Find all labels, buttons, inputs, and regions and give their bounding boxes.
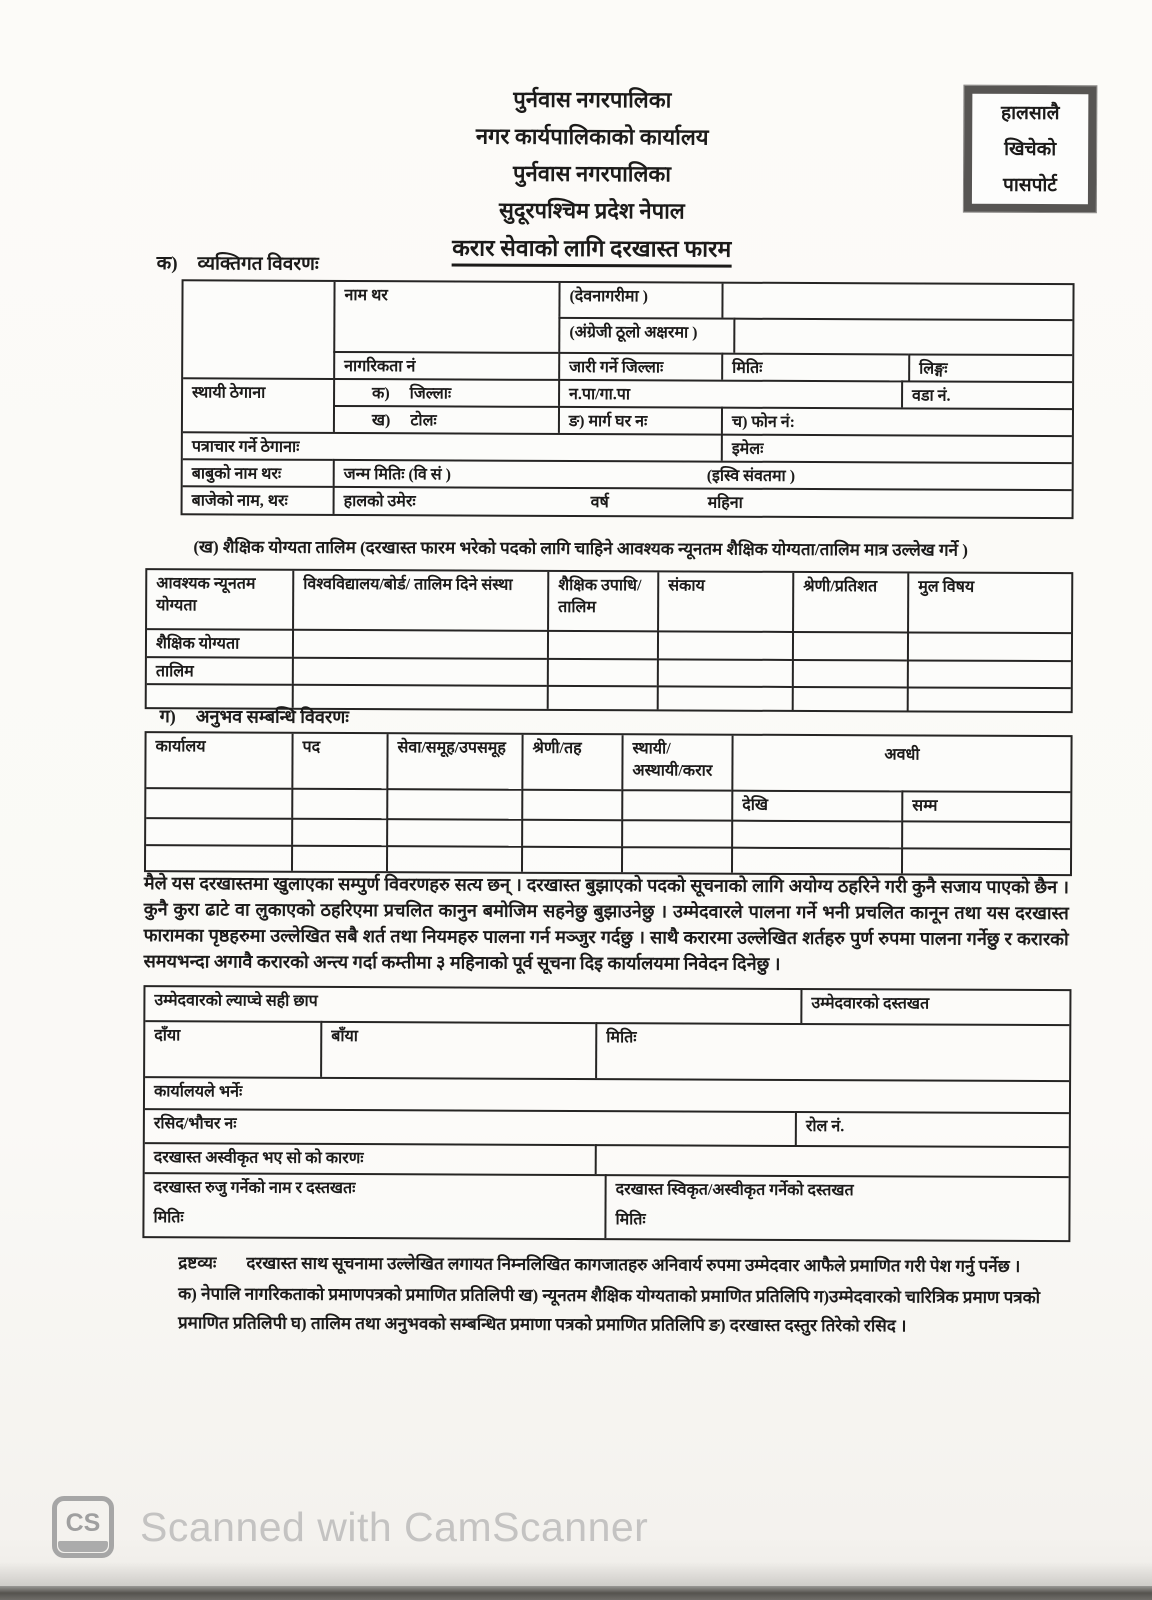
empty-cell [291, 788, 386, 818]
ward-label-cell: वडा नं. [901, 380, 1072, 408]
experience-table [144, 731, 1073, 876]
street-house-label-cell: ङ) मार्ग घर नः [558, 406, 721, 434]
note-line2: क) नेपालि नागरिकताको प्रमाणपत्रको प्रमाणित प्रतिलिपी ख) न्यूनतम शैक्षिक योग्यताको प्रमाणित प्रतिलिपि ग)उम्मेदवारको चारित्रिक प्रमाण पत्रको प्रमाणित प्रतिलिपी घ) तालिम तथा अनुभवको सम्बन्धित प्रमाणा पत्रको प्रमाणित प्रतिलिपि ङ) दरखास्त दस्तुर तिरेको रसिद । [177, 1284, 1041, 1336]
municipality-label-cell: न.पा/गा.पा [558, 379, 901, 407]
correspondence-label-cell: पत्राचार गर्ने ठेगानाः [183, 431, 721, 460]
empty-cell [521, 819, 621, 846]
passport-photo-box [964, 86, 1097, 213]
photo-box-line: पासपोर्ट [1003, 174, 1057, 197]
name-english-field [733, 318, 1072, 354]
approver-date-label: मितिः [615, 1211, 646, 1229]
ad-date-label: (इस्वि संवतमा ) [706, 467, 796, 485]
table-row [183, 350, 1072, 381]
table-row [183, 404, 1072, 435]
dob-cell: जन्म मितिः (वि सं ) (इस्वि संवतमा ) [333, 459, 1072, 489]
col-min-qualification: आवश्यक न्यूनतम योग्यता [156, 575, 256, 615]
empty-cell [547, 630, 657, 658]
empty-cell [521, 789, 621, 819]
empty-cell [183, 315, 333, 351]
empty-cell [333, 316, 558, 352]
row-training-label: तालिम [147, 656, 292, 684]
name-label-cell: नाम थर [333, 282, 558, 317]
empty-cell [621, 819, 731, 846]
grandfather-name-label-cell: बाजेको नाम, थरः [183, 485, 333, 514]
table-row [145, 1020, 1069, 1080]
table-row [147, 628, 1071, 660]
section-personal-heading: क) व्यक्तिगत विवरणः [156, 253, 319, 275]
gender-label-cell: लिङ्गः [908, 353, 1072, 381]
thumbprint-label-cell: उम्मेदवारको ल्याप्चे सही छाप [154, 992, 318, 1010]
date-label-cell: मितिः [721, 353, 908, 381]
col-faculty: संकाय [657, 572, 792, 631]
office-use-label-cell: कार्यालयले भर्नेः [145, 1076, 1069, 1112]
province-line: सुदूरपश्चिम प्रदेश नेपाल [498, 197, 685, 224]
table-row [183, 377, 1072, 408]
checker-cell [144, 1172, 604, 1238]
personal-details-table [181, 279, 1075, 519]
father-name-label-cell: बाबुको नाम थरः [183, 458, 333, 486]
education-table [145, 568, 1074, 713]
english-caps-label-cell: (अंग्रेजी ठूलो अक्षरमा ) [558, 317, 733, 353]
col-main-subject: मुल विषय [907, 573, 1071, 632]
col-university-board: विश्वविद्यालय/बोर्ड/ तालिम दिने संस्था [292, 571, 547, 630]
photo-box-line: हालसालै [1000, 102, 1060, 125]
empty-cell [292, 657, 547, 685]
empty-cell [183, 404, 333, 432]
signature-date-label-cell: मितिः [595, 1022, 1069, 1080]
section-experience-heading: ग) अनुभव सम्बन्धि विवरणः [159, 706, 349, 728]
photo-box-line: खिचेको [1004, 138, 1057, 161]
empty-cell [731, 847, 901, 874]
left-thumb-label-cell: बाँया [320, 1021, 595, 1078]
col-duration: अवधी [731, 736, 1070, 791]
note-label: द्रष्टव्यः [178, 1253, 217, 1273]
devnagari-label-cell: (देवनागरीमा ) [558, 283, 721, 318]
empty-cell [901, 820, 1070, 848]
table-row [183, 458, 1072, 489]
right-thumb-label-cell: दाँया [145, 1020, 320, 1077]
col-degree-training: शैक्षिक उपाधि/तालिम [547, 572, 657, 630]
table-row [145, 987, 1069, 1024]
table-row [183, 431, 1072, 462]
table-row [145, 1076, 1069, 1112]
empty-cell [146, 787, 291, 818]
empty-cell [792, 659, 907, 687]
empty-cell [146, 817, 291, 845]
approver-label: दरखास्त स्विकृत/अस्वीकृत गर्नेको दस्तखत [615, 1181, 854, 1200]
empty-cell [386, 845, 521, 872]
roll-no-label-cell: रोल नं. [795, 1111, 1069, 1146]
table-row [146, 817, 1070, 848]
empty-cell [907, 686, 1071, 711]
checker-date-label: मितिः [153, 1209, 184, 1227]
scan-bottom-edge [0, 1586, 1152, 1600]
office-line: नगर कार्यपालिकाको कार्यालय [475, 123, 709, 150]
table-row [146, 787, 1070, 821]
table-header-row [147, 570, 1071, 632]
camscanner-watermark [52, 1496, 648, 1558]
table-row [145, 1108, 1069, 1146]
empty-cell [547, 685, 657, 709]
empty-cell [386, 788, 521, 819]
age-cell: हालको उमेरः वर्ष महिना [333, 486, 1072, 517]
empty-cell [521, 846, 621, 872]
form-title: करार सेवाको लागि दरखास्त फारम [452, 233, 731, 267]
camscanner-icon: CS [52, 1496, 114, 1558]
empty-cell [595, 1144, 1069, 1176]
duration-to-label: सम्म [901, 790, 1070, 821]
empty-cell [731, 820, 901, 848]
empty-cell [386, 818, 521, 846]
checker-label: दरखास्त रुजु गर्नेको नाम र दस्तखतः [153, 1179, 356, 1198]
watermark-text: Scanned with CamScanner [140, 1503, 649, 1550]
table-header-row [146, 733, 1070, 791]
empty-cell [291, 818, 386, 845]
issuing-district-label-cell: जारी गर्ने जिल्लाः [558, 352, 721, 380]
col-service-group: सेवा/समूह/उपसमूह [386, 734, 521, 789]
note-line1: द्रष्टव्यः दरखास्त साथ सूचनामा उल्लेखित लगायत निम्नलिखित कागजातहरु अनिवार्य रुपमा उम्मेदवार आफैले प्रमाणित गरी पेश गर्नु पर्नेछ । [178, 1253, 1021, 1276]
email-label-cell: इमेलः [721, 434, 1072, 463]
empty-cell [621, 846, 731, 872]
citizenship-no-label-cell: नागरिकता नं [333, 351, 558, 379]
org-name-line2: पुर्नवास नगरपालिका [512, 160, 672, 187]
org-name-line: पुर्नवास नगरपालिका [513, 86, 672, 113]
col-class-level: श्रेणी/तह [521, 735, 621, 789]
name-devnagari-field [721, 284, 1072, 320]
phone-label-cell: च) फोन नं: [721, 407, 1072, 436]
empty-cell [183, 350, 333, 378]
rejection-reason-label-cell: दरखास्त अस्वीकृत भए सो को कारणः [145, 1142, 595, 1174]
empty-cell [792, 686, 907, 711]
col-permanent-temp: स्थायी/ अस्थायी/करार [621, 735, 731, 789]
table-row [183, 315, 1072, 354]
empty-cell [657, 658, 792, 686]
table-row [145, 1142, 1069, 1176]
empty-cell [621, 789, 731, 819]
empty-cell [657, 630, 792, 659]
section-education-heading: (ख) शैक्षिक योग्यता तालिम (दरखास्त फारम भरेको पदको लागि चाहिने आवश्यक न्यूनतम शैक्षिक योग्यता/तालिम मात्र उल्लेख गर्ने ) [193, 537, 968, 560]
col-post: पद [291, 734, 386, 788]
year-label: वर्ष [590, 494, 609, 512]
table-row [144, 1172, 1068, 1240]
duration-from-label: देखि [731, 790, 901, 821]
empty-cell [901, 847, 1070, 874]
table-row [183, 281, 1072, 319]
district-label-cell: क) जिल्लाः [333, 378, 558, 406]
empty-cell [183, 281, 333, 316]
table-row [183, 485, 1072, 517]
table-row [146, 844, 1070, 874]
empty-cell [547, 658, 657, 685]
scan-bottom-fade [0, 1562, 1152, 1586]
empty-cell [146, 844, 291, 871]
empty-cell [907, 631, 1071, 660]
empty-cell [792, 631, 907, 660]
permanent-address-label-cell: स्थायी ठेगाना [183, 377, 333, 405]
empty-cell [291, 845, 386, 871]
month-label: महिना [707, 494, 743, 512]
candidate-signature-label-cell: उम्मेदवारको दस्तखत [800, 990, 1069, 1024]
row-education-label: शैक्षिक योग्यता [147, 628, 292, 657]
table-row [147, 656, 1071, 687]
empty-cell [292, 629, 547, 658]
notes-block [178, 1248, 1058, 1343]
declaration-paragraph: मैले यस दरखास्तमा खुलाएका सम्पुर्ण विवरणहरु सत्य छन् । दरखास्त बुझाएको पदको सूचनाको लागि अयोग्य ठहरिने गरी कुनै सजाय पाएको छैन । कुनै कुरा ढाटे वा लुकाएको ठहरिएमा प्रचलित कानुन बमोजिम सहनेछु बुझाउनेछु । उम्मेदवारले पालना गर्ने भनी प्रचलित कानून तथा यस दरखास्त फारामका पृष्ठहरुमा उल्लेखित सबै शर्त तथा नियमहरु पालना गर्न मञ्जुर गर्दछु । साथै करारमा उल्लेखित शर्तहरु पुर्ण रुपमा पालना गर्नेछु र करारको समयभन्दा अगावै करारको अन्त्य गर्दा कम्तीमा ३ महिनाको पूर्व सूचना दिइ कार्यालयमा निवेदन दिनेछु । [143, 873, 1069, 974]
approver-cell [604, 1174, 1068, 1240]
col-division-percent: श्रेणी/प्रतिशत [792, 573, 907, 632]
empty-cell [657, 685, 792, 710]
signature-table [142, 985, 1071, 1242]
empty-cell [907, 659, 1071, 687]
tole-label-cell: ख) टोलः [333, 405, 558, 433]
receipt-voucher-label-cell: रसिद/भौचर नः [145, 1108, 795, 1145]
col-office: कार्यालय [155, 738, 206, 756]
